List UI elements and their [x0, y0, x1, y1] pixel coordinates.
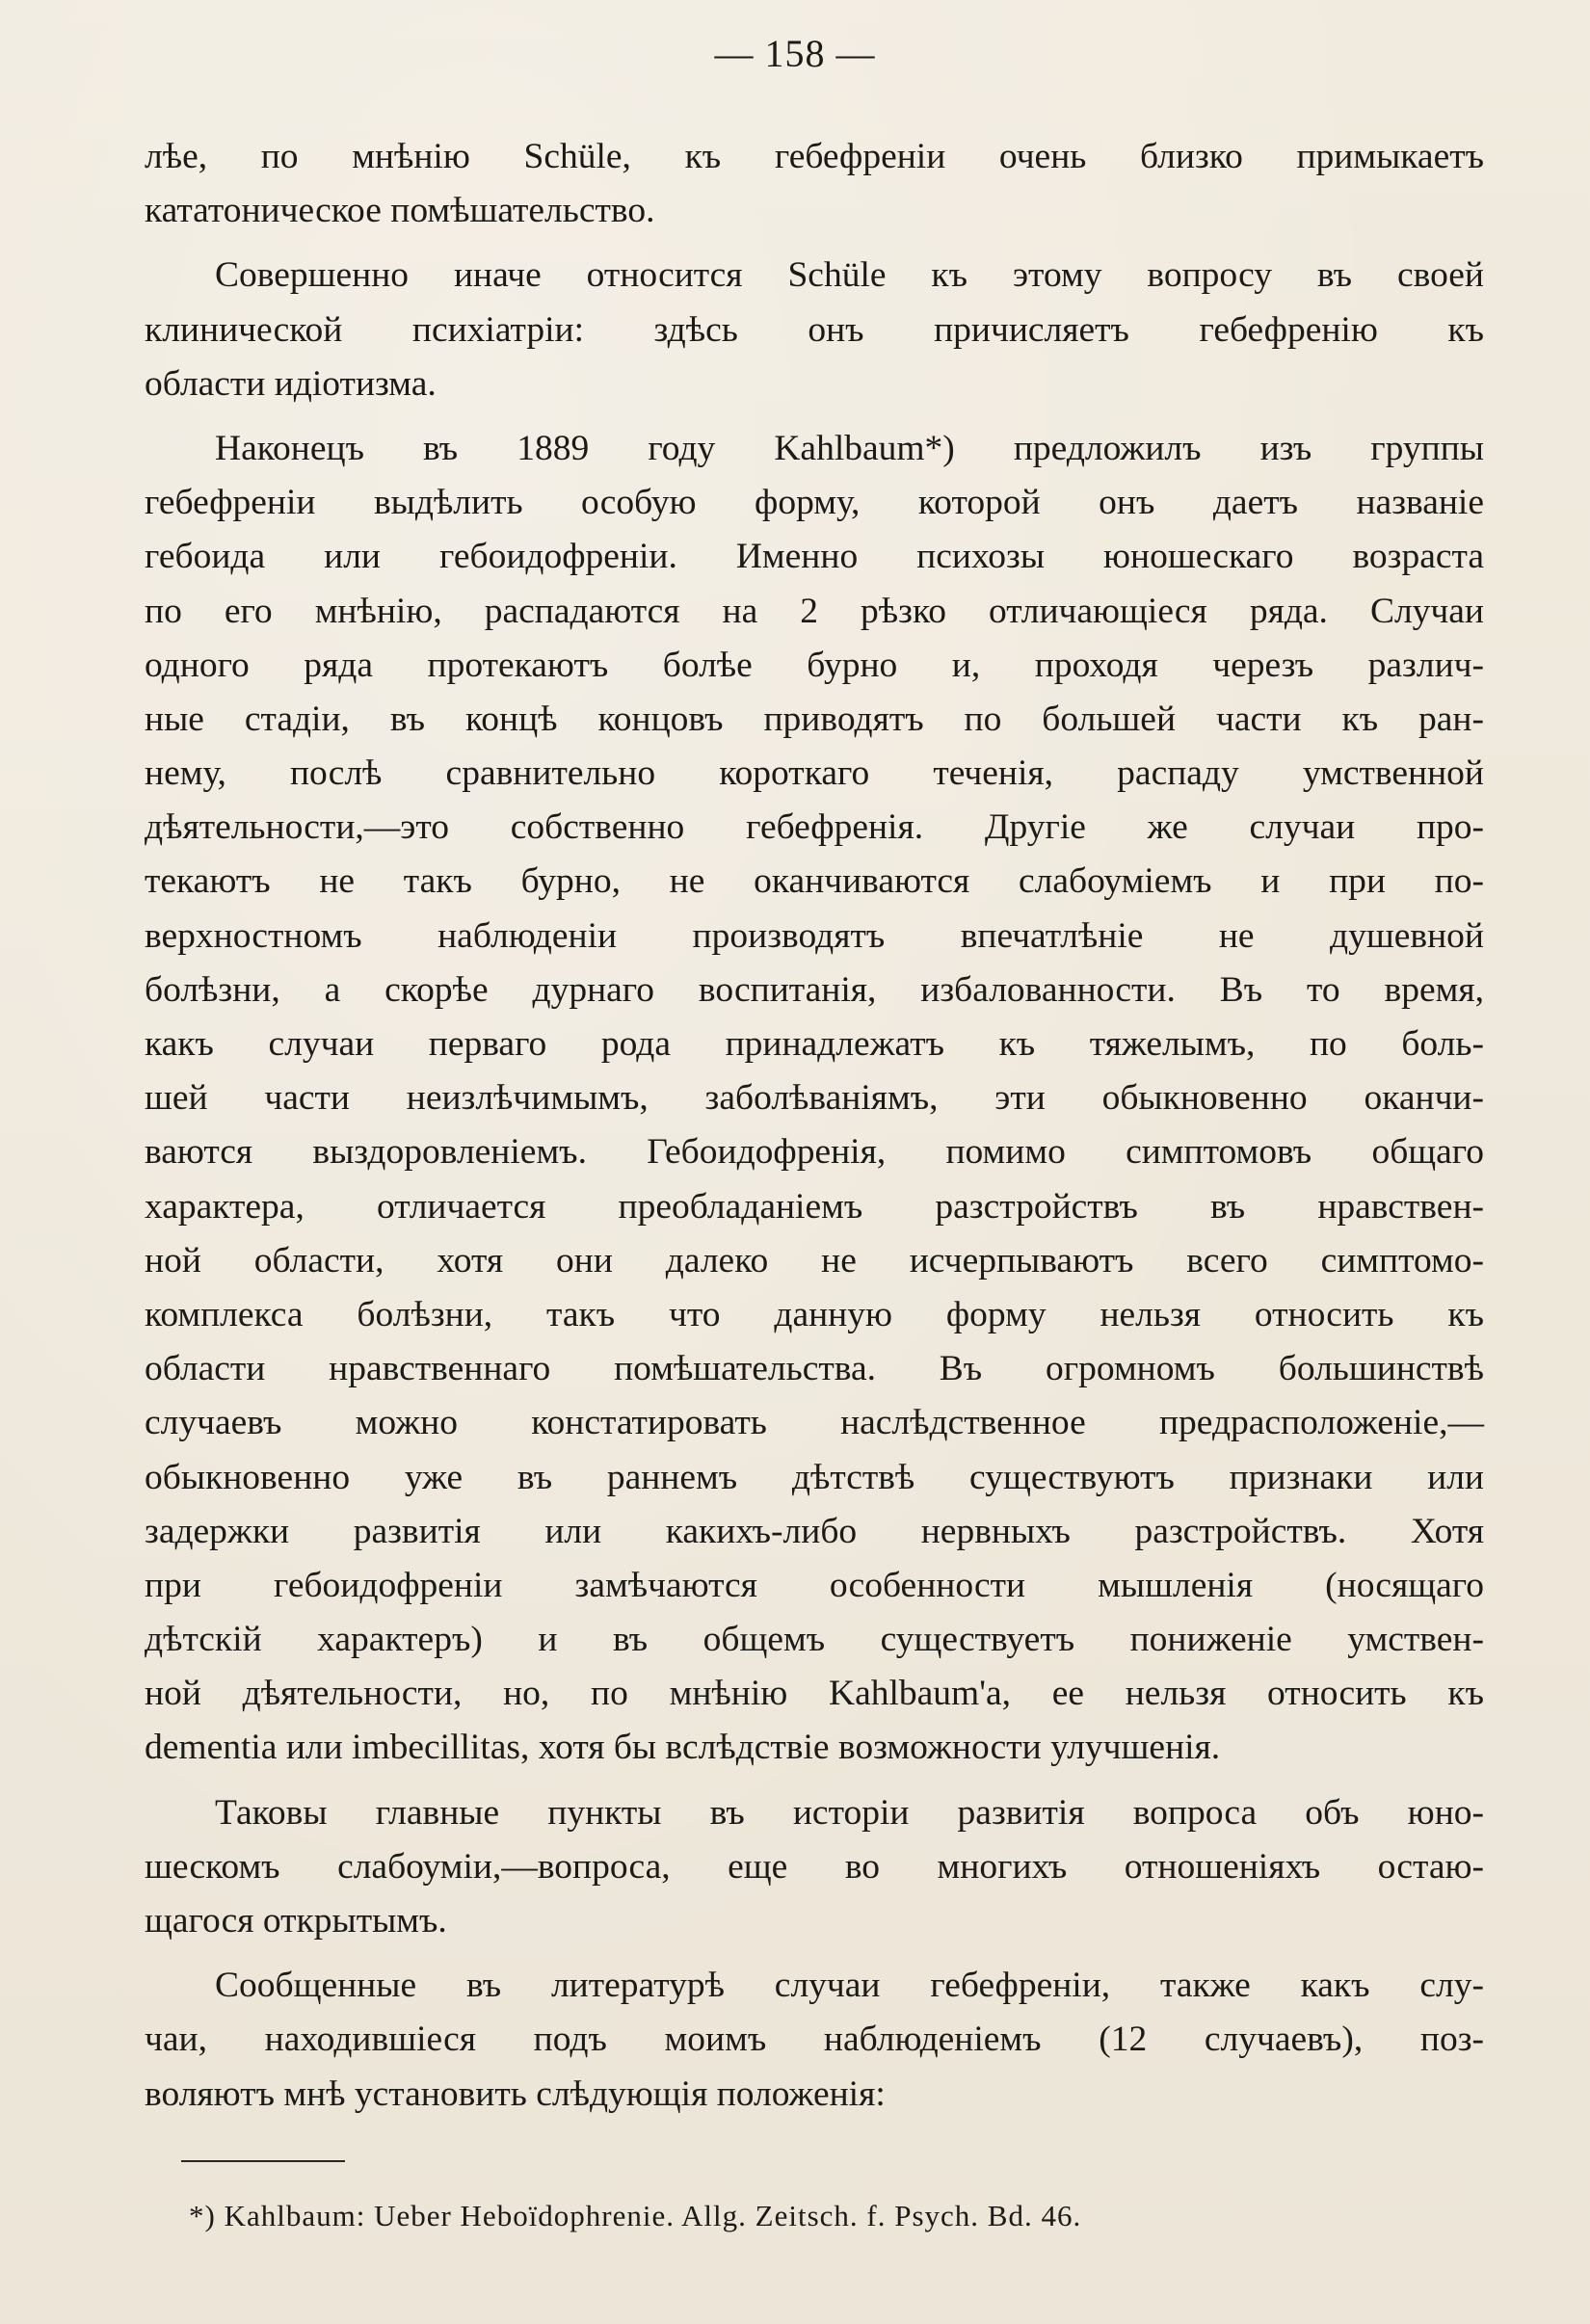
paragraph	[145, 130, 1484, 238]
page-number: — 158 —	[714, 32, 876, 75]
text-line: болѣзни, а скорѣе дурнаго воспитанія, избалованности. Въ то время,	[145, 969, 1484, 1010]
text-line: Таковы главные пункты въ исторіи развитія вопроса объ юно-	[215, 1792, 1484, 1833]
footnote-divider	[181, 2160, 345, 2162]
text-line: при гебоидофреніи замѣчаются особенности мышленія (носящаго	[145, 1565, 1484, 1605]
text-line: ной дѣятельности, но, по мнѣнію Kahlbaum'а, ее нельзя относить къ	[145, 1674, 1484, 1714]
text-line: Сообщенные въ литературѣ случаи гебефреніи, также какъ слу-	[215, 1966, 1484, 2006]
text-line: гебоида или гебоидофреніи. Именно психозы юношескаго возраста	[145, 537, 1484, 577]
text-line: дѣтскій характеръ) и въ общемъ существуетъ пониженіе умствен-	[145, 1620, 1484, 1660]
text-line: шей части неизлѣчимымъ, заболѣваніямъ, эти обыкновенно оканчи-	[145, 1078, 1484, 1119]
paragraph	[145, 1959, 1484, 2122]
text-line: одного ряда протекаютъ болѣе бурно и, проходя черезъ различ-	[145, 645, 1484, 685]
text-line: случаевъ можно констатировать наслѣдственное предрасположеніе,—	[145, 1403, 1484, 1443]
text-line: комплекса болѣзни, такъ что данную форму нельзя относить къ	[145, 1294, 1484, 1334]
text-line: щагося открытымъ.	[145, 1901, 447, 1941]
text-line: нему, послѣ сравнительно короткаго теченія, распаду умственной	[145, 753, 1484, 794]
paragraph	[145, 422, 1484, 1776]
text-line: обыкновенно уже въ раннемъ дѣтствѣ существуютъ признаки или	[145, 1457, 1484, 1497]
text-line: задержки развитія или какихъ-либо нервныхъ разстройствъ. Хотя	[145, 1511, 1484, 1551]
text-line: dementia или imbecillitas, хотя бы вслѣдствіе возможности улучшенія.	[145, 1728, 1221, 1768]
paragraph	[145, 249, 1484, 411]
text-line: шескомъ слабоуміи,—вопроса, еще во многихъ отношеніяхъ остаю-	[145, 1846, 1484, 1887]
text-line: дѣятельности,—это собственно гебефренія. Другіе же случаи про-	[145, 807, 1484, 848]
text-line: верхностномъ наблюденіи производятъ впечатлѣніе не душевной	[145, 915, 1484, 956]
text-line: кататоническое помѣшательство.	[145, 191, 655, 231]
text-line: ные стадіи, въ концѣ концовъ приводятъ по большей части къ ран-	[145, 699, 1484, 739]
text-line: ваются выздоровленіемъ. Гебоидофренія, помимо симптомовъ общаго	[145, 1132, 1484, 1173]
text-line: Наконецъ въ 1889 году Kahlbaum*) предложилъ изъ группы	[215, 428, 1484, 468]
footnote: *) Kahlbaum: Ueber Heboïdophrenie. Allg. Zeitsch. f. Psych. Bd. 46.	[189, 2199, 1082, 2232]
text-line: текаютъ не такъ бурно, не оканчиваются слабоуміемъ и при по-	[145, 861, 1484, 902]
text-line: характера, отличается преобладаніемъ разстройствъ въ нравствен-	[145, 1186, 1484, 1227]
text-line: ной области, хотя они далеко не исчерпываютъ всего симптомо-	[145, 1240, 1484, 1281]
text-line: лѣе, по мнѣнію Schüle, къ гебефреніи очень близко примыкаетъ	[145, 137, 1484, 176]
text-line: Совершенно иначе относится Schüle къ этому вопросу въ своей	[215, 255, 1484, 296]
text-line: воляютъ мнѣ установить слѣдующія положенія:	[145, 2073, 886, 2114]
text-line: области идіотизма.	[145, 363, 437, 404]
text-line: клинической психіатріи: здѣсь онъ причисляетъ гебефренію къ	[145, 309, 1484, 350]
paragraph	[145, 1786, 1484, 1949]
text-line: области нравственнаго помѣшательства. Въ огромномъ большинствѣ	[145, 1349, 1484, 1389]
text-line: чаи, находившіеся подъ моимъ наблюденіемъ (12 случаевъ), поз-	[145, 2020, 1484, 2060]
text-line: какъ случаи перваго рода принадлежатъ къ тяжелымъ, по боль-	[145, 1024, 1484, 1064]
text-line: гебефреніи выдѣлить особую форму, которой онъ даетъ названіе	[145, 483, 1484, 523]
text-line: по его мнѣнію, распадаются на 2 рѣзко отличающіеся ряда. Случаи	[145, 591, 1484, 631]
body-text	[145, 130, 1484, 2132]
